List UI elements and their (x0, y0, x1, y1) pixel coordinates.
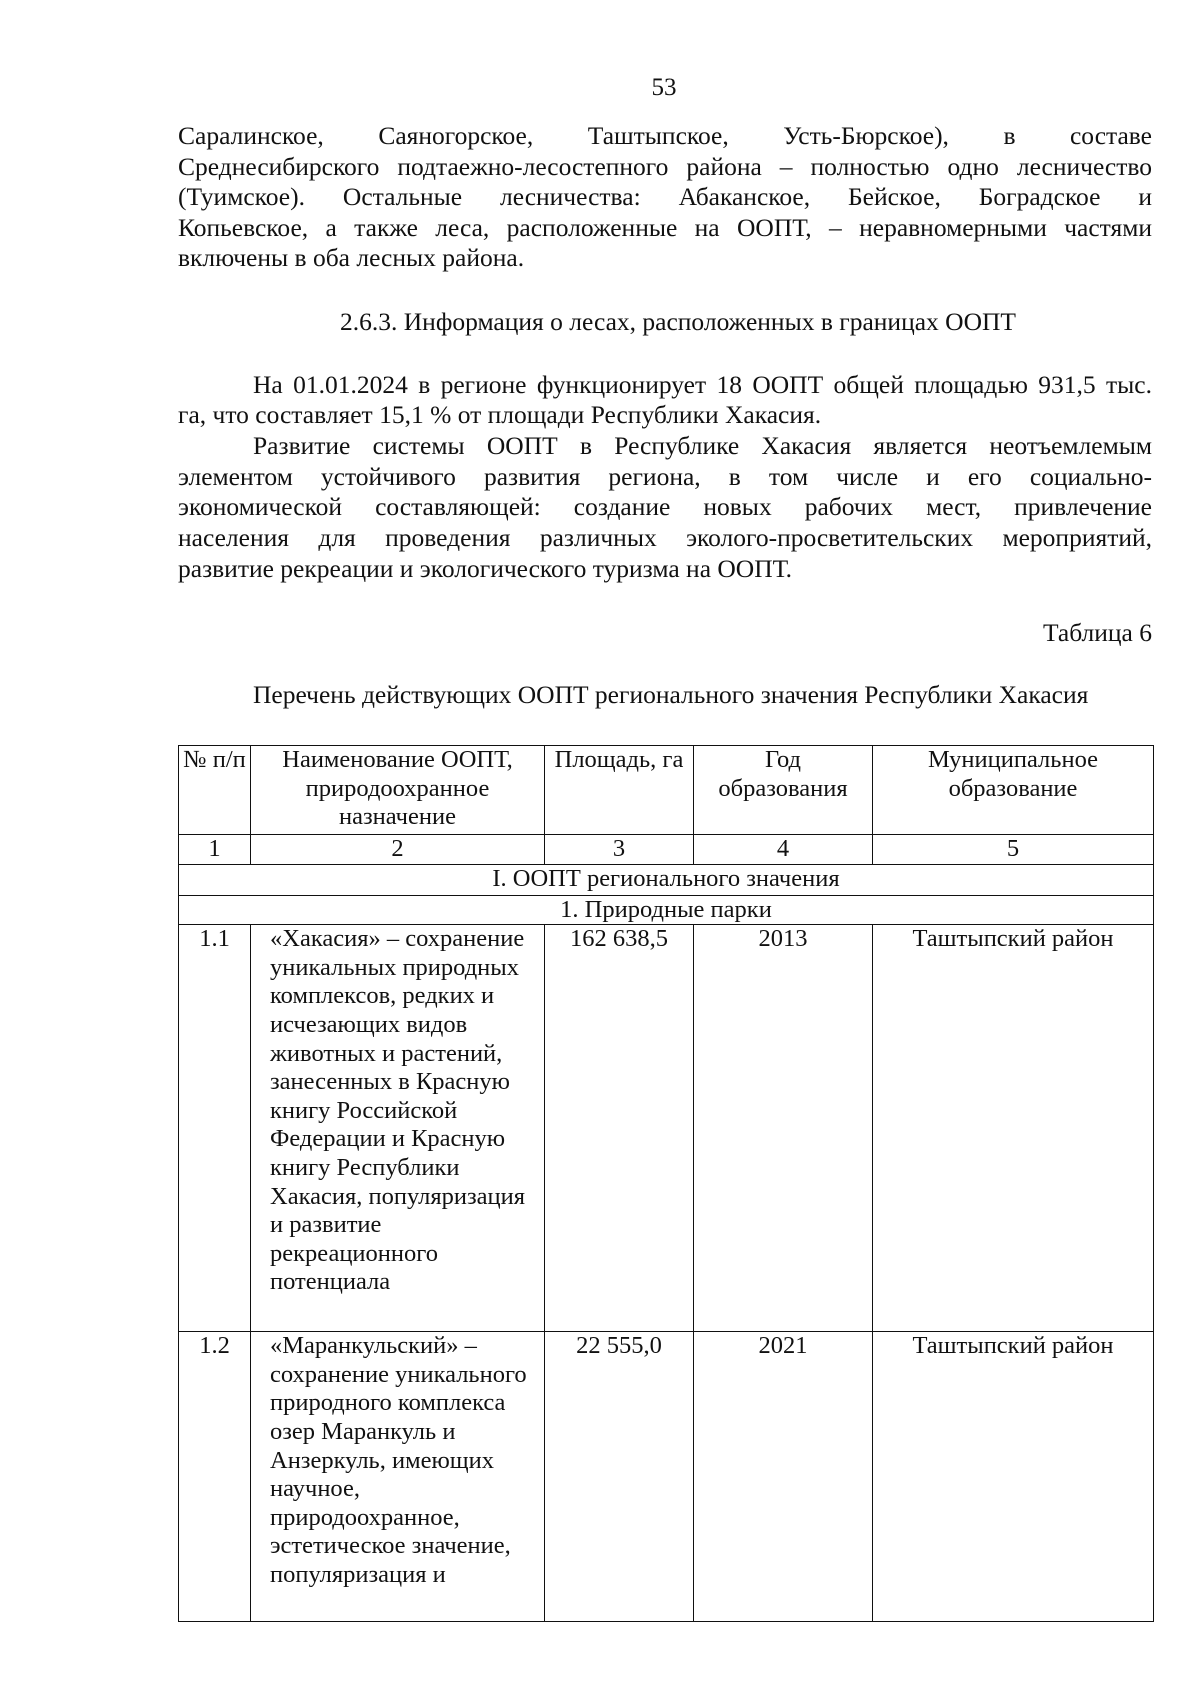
row-area: 162 638,5 (545, 925, 694, 1332)
paragraph-line: (Туимское). Остальные лесничества: Абаканское, Бейское, Боградское и (178, 182, 1152, 211)
paragraph-line: населения для проведения различных эколого-просветительских мероприятий, (178, 523, 1152, 552)
table-header-row (179, 746, 1154, 835)
row-municipality: Таштыпский район (873, 925, 1154, 1332)
subsection-title: 1. Природные парки (179, 895, 1154, 925)
paragraph-line: элементом устойчивого развития региона, в том числе и его социально- (178, 462, 1152, 491)
subsection-row (179, 895, 1154, 925)
column-number: 5 (873, 835, 1154, 865)
header-year: Год образования (694, 746, 873, 835)
table-label: Таблица 6 (1042, 618, 1152, 647)
table-row (179, 1332, 1154, 1622)
column-number: 1 (179, 835, 251, 865)
column-number-row (179, 835, 1154, 865)
paragraph-line: Развитие системы ООПТ в Республике Хакасия является неотъемлемым (253, 431, 1152, 460)
paragraph-line: га, что составляет 15,1 % от площади Республики Хакасия. (178, 400, 822, 429)
row-year: 2021 (694, 1332, 873, 1622)
paragraph-line: Копьевское, а также леса, расположенные на ООПТ, – неравномерными частями (178, 213, 1152, 242)
row-name: «Хакасия» – сохранение уникальных природных комплексов, редких и исчезающих видов животных и растений, занесенных в Красную книгу Российской Федерации и Красную книгу Республики Хакасия, популяризация и развитие рекреационного потенциала (251, 925, 545, 1332)
row-number: 1.1 (179, 925, 251, 1332)
row-area: 22 555,0 (545, 1332, 694, 1622)
section-title: I. ООПТ регионального значения (179, 864, 1154, 895)
paragraph-line: Саралинское, Саяногорское, Таштыпское, Усть-Бюрское), в составе (178, 121, 1152, 150)
paragraph-line: развитие рекреации и экологического туризма на ООПТ. (178, 554, 793, 583)
oopt-table (178, 745, 1154, 1622)
column-number: 4 (694, 835, 873, 865)
paragraph-line: включены в оба лесных района. (178, 243, 525, 272)
header-municipality: Муниципальное образование (873, 746, 1154, 835)
table-row (179, 925, 1154, 1332)
section-row (179, 864, 1154, 895)
row-municipality: Таштыпский район (873, 1332, 1154, 1622)
header-area: Площадь, га (545, 746, 694, 835)
header-number: № п/п (179, 746, 251, 835)
table-caption: Перечень действующих ООПТ регионального значения Республики Хакасия (253, 680, 1089, 709)
paragraph-line: На 01.01.2024 в регионе функционирует 18 ООПТ общей площадью 931,5 тыс. (253, 370, 1152, 399)
column-number: 2 (251, 835, 545, 865)
header-name: Наименование ООПТ, природоохранное назначение (251, 746, 545, 835)
page-number: 53 (651, 74, 677, 101)
paragraph-line: экономической составляющей: создание новых рабочих мест, привлечение (178, 492, 1152, 521)
row-name: «Маранкульский» – сохранение уникального природного комплекса озер Маранкуль и Анзеркуль, имеющих научное, природоохранное, эстетическое значение, популяризация и (251, 1332, 545, 1622)
section-heading: 2.6.3. Информация о лесах, расположенных в границах ООПТ (340, 307, 1016, 336)
column-number: 3 (545, 835, 694, 865)
paragraph-line: Среднесибирского подтаежно-лесостепного района – полностью одно лесничество (178, 152, 1152, 181)
row-year: 2013 (694, 925, 873, 1332)
row-number: 1.2 (179, 1332, 251, 1622)
